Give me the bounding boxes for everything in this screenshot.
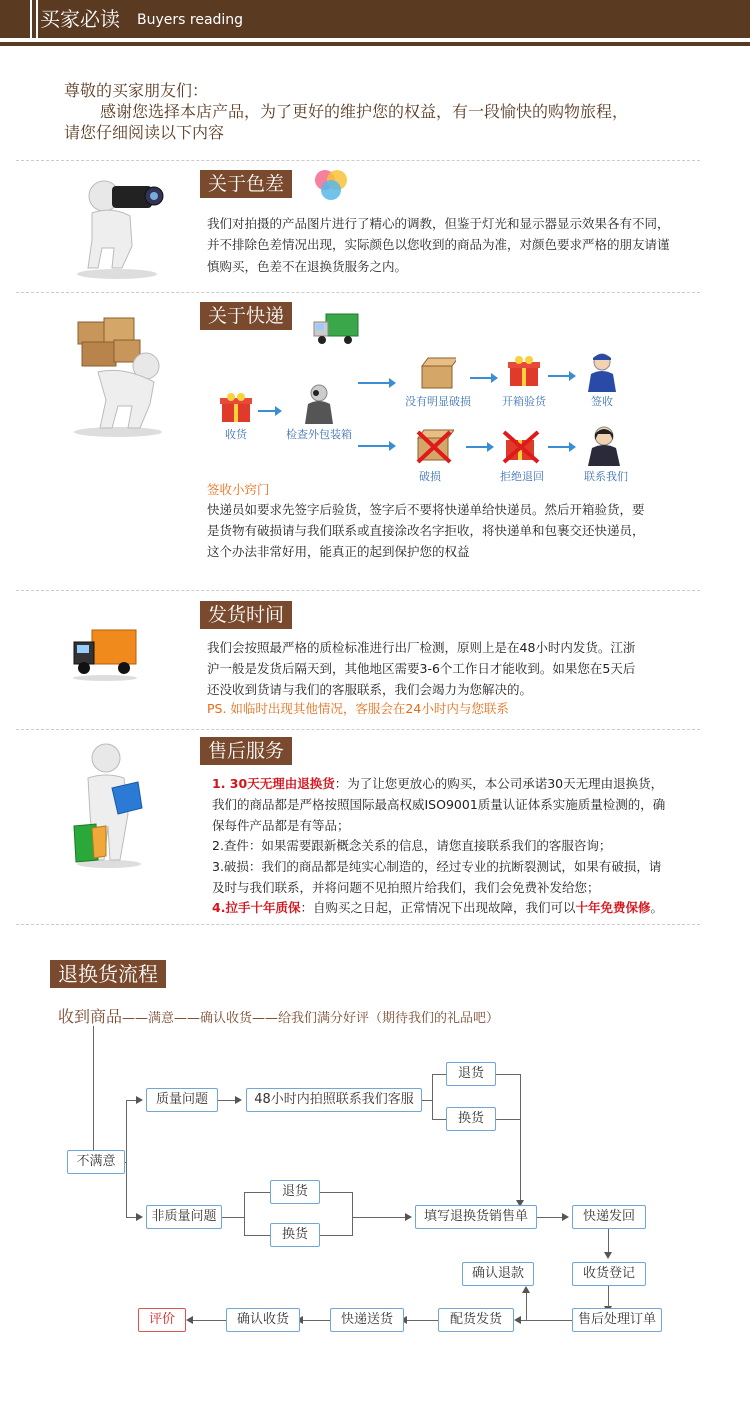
- arrow-head: [136, 1096, 143, 1104]
- connector-line: [406, 1320, 438, 1321]
- contact-48h-box: 48小时内拍照联系我们客服: [246, 1088, 422, 1112]
- intro-greeting: 尊敬的买家朋友们：: [64, 81, 209, 100]
- flow-top-rest: ——满意——确认收货——给我们满分好评（期待我们的礼品吧）: [122, 1011, 500, 1026]
- connector-line: [537, 1217, 563, 1218]
- shipping-line2: 沪一般是发货后隔天到，其他地区需要3-6个工作日才能收到。如果您在5天后: [207, 661, 636, 676]
- confirm-receipt-box: 确认收货: [226, 1308, 300, 1332]
- color-circles-icon: [310, 166, 352, 204]
- cargo-truck-icon: [70, 624, 140, 682]
- courier-person-icon: [585, 352, 619, 392]
- receive-register-box: 收货登记: [572, 1262, 646, 1286]
- express-line2: 是货物有破损请与我们联系或直接涂改名字拒收，将快递单和包裹交还快递员，: [207, 523, 645, 538]
- flow-section-title: 退换货流程: [50, 960, 166, 988]
- connector-line: [432, 1074, 446, 1075]
- divider: [16, 590, 700, 591]
- customer-service-icon: [586, 424, 622, 466]
- service-item4: [212, 897, 663, 918]
- connector-line: [126, 1100, 127, 1218]
- flow-arrow: [358, 445, 394, 447]
- open-gift-icon: [506, 354, 542, 390]
- gift-box-icon: [219, 392, 253, 424]
- arrow-head: [562, 1213, 569, 1221]
- header-underline: [0, 42, 750, 46]
- shipping-line3: 还没收到货请与我们的客服联系，我们会竭力为您解决的。: [207, 682, 533, 697]
- service-item1-line2: 我们的商品都是严格按照国际最高权威ISO9001质量认证体系实施质量检测的，确: [212, 797, 666, 812]
- flow-arrow: [358, 382, 394, 384]
- shopper-figure-icon: [66, 742, 152, 870]
- connector-line: [520, 1320, 572, 1321]
- intro-line2: 请您仔细阅读以下内容: [64, 123, 225, 142]
- service-item3-line2: 及时与我们联系，并将问题不见拍照片给我们，我们会免费补发给您；: [212, 880, 600, 895]
- damaged-box-icon: [414, 428, 454, 464]
- shipping-ps: PS. 如临时出现其他情况，客服会在24小时内与您联系: [207, 701, 509, 716]
- express-line3: 这个办法非常好用，能真正的起到保护您的权益: [207, 544, 470, 559]
- flow-top-line: [58, 1004, 499, 1027]
- shipping-line1: 我们会按照最严格的质检标准进行出厂检测，原则上是在48小时内发货。江浙: [207, 640, 636, 655]
- divider: [16, 160, 700, 161]
- connector-line: [432, 1074, 433, 1120]
- fill-form-box: 填写退换货销售单: [415, 1205, 537, 1229]
- intact-box-icon: [418, 356, 456, 390]
- connector-line: [320, 1235, 352, 1236]
- non-quality-issue-box: 非质量问题: [146, 1205, 222, 1229]
- arrow-head: [235, 1096, 242, 1104]
- service-item1-line1: [212, 773, 663, 794]
- step-receive-label: 收货: [225, 428, 247, 441]
- after-sale-order-box: 售后处理订单: [572, 1308, 662, 1332]
- rejected-gift-icon: [502, 428, 542, 464]
- express-section-title: 关于快递: [200, 302, 292, 330]
- unsatisfied-box: 不满意: [67, 1150, 125, 1174]
- express-line1: 快递员如要求先签字后验货，签字后不要将快递单给快递员。然后开箱验货，要: [207, 502, 645, 517]
- quality-issue-box: 质量问题: [146, 1088, 218, 1112]
- connector-line: [302, 1320, 330, 1321]
- service-item3-line1: 3.破损：我们的商品都是纯实心制造的，经过专业的抗断裂测试，如果有破损，请: [212, 859, 662, 874]
- header-tick-left: [30, 0, 32, 46]
- connector-line: [320, 1192, 352, 1193]
- connector-line: [432, 1119, 446, 1120]
- arrow-head: [522, 1286, 530, 1293]
- step-inspect-label: 检查外包装箱: [286, 428, 352, 441]
- box-carrier-figure-icon: [58, 316, 178, 440]
- confirm-refund-box: 确认退款: [462, 1262, 534, 1286]
- service-item1-line3: 保每件产品都是有等品；: [212, 818, 350, 833]
- flow-arrow: [548, 446, 574, 448]
- shipping-section-title: 发货时间: [200, 601, 292, 629]
- dispatch-box: 配货发货: [438, 1308, 514, 1332]
- header-title: 买家必读: [40, 7, 120, 31]
- flow-arrow: [470, 377, 496, 379]
- connector-line: [520, 1074, 521, 1202]
- express-tips-title: 签收小窍门: [207, 482, 270, 497]
- flow-arrow: [548, 375, 574, 377]
- header-tick-right: [36, 0, 38, 46]
- service-item4-highlight2: 十年免费保修: [575, 900, 651, 915]
- arrow-head: [136, 1213, 143, 1221]
- photographer-figure-icon: [62, 168, 172, 280]
- connector-line: [222, 1217, 244, 1218]
- service-item4-end: 。: [650, 900, 663, 915]
- return-box-2: 退货: [270, 1180, 320, 1204]
- intro-line1: 感谢您选择本店产品，为了更好的维护您的权益，有一段愉快的购物旅程，: [100, 102, 629, 121]
- return-box-1: 退货: [446, 1062, 496, 1086]
- ship-back-box: 快递发回: [572, 1205, 646, 1229]
- connector-line: [244, 1192, 245, 1236]
- flow-arrow: [466, 446, 492, 448]
- exchange-box-2: 换货: [270, 1223, 320, 1247]
- flow-arrow: [258, 410, 280, 412]
- connector-line: [608, 1286, 609, 1308]
- color-line2: 并不排除色差情况出现，实际颜色以您收到的商品为准，对颜色要求严格的朋友请谨: [207, 237, 670, 252]
- service-section-title: 售后服务: [200, 737, 292, 765]
- step-no-damage-label: 没有明显破损: [405, 395, 471, 408]
- step-open-check-label: 开箱验货: [502, 395, 546, 408]
- exchange-box-1: 换货: [446, 1107, 496, 1131]
- color-section-title: 关于色差: [200, 170, 292, 198]
- step-sign-label: 签收: [591, 395, 613, 408]
- arrow-head: [604, 1252, 612, 1259]
- connector-line: [608, 1229, 609, 1253]
- delivery-truck-icon: [312, 312, 360, 348]
- divider: [16, 292, 700, 293]
- header-subtitle: Buyers reading: [137, 12, 244, 28]
- connector-line: [244, 1235, 270, 1236]
- service-item1-text: ：为了让您更放心的购买，本公司承诺30天无理由退换货，: [334, 776, 664, 791]
- connector-line: [218, 1100, 236, 1101]
- connector-line: [352, 1217, 406, 1218]
- connector-line: [496, 1119, 520, 1120]
- arrow-head: [514, 1316, 521, 1324]
- review-box: 评价: [138, 1308, 186, 1332]
- connector-line: [352, 1192, 353, 1236]
- connector-line: [192, 1320, 226, 1321]
- step-damaged-label: 破损: [419, 470, 441, 483]
- service-item4-text: ：自购买之日起，正常情况下出现故障，我们可以: [300, 900, 576, 915]
- inspector-person-icon: [302, 384, 336, 424]
- flow-top-head: 收到商品: [58, 1007, 123, 1026]
- service-item2: 2.查件：如果需要跟新概念关系的信息，请您直接联系我们的客服咨询；: [212, 838, 612, 853]
- connector-line: [244, 1192, 270, 1193]
- divider: [16, 924, 700, 925]
- arrow-head: [186, 1316, 193, 1324]
- service-item4-highlight: 4.拉手十年质保: [212, 900, 301, 915]
- step-reject-label: 拒绝退回: [500, 470, 544, 483]
- connector-line: [496, 1074, 520, 1075]
- express-delivery-box: 快递送货: [330, 1308, 404, 1332]
- step-contact-label: 联系我们: [584, 470, 628, 483]
- divider: [16, 729, 700, 730]
- service-item1-highlight: 1. 30天无理由退换货: [212, 776, 335, 791]
- color-line3: 慎购买，色差不在退换货服务之内。: [207, 259, 408, 274]
- arrow-head: [405, 1213, 412, 1221]
- connector-line: [422, 1100, 432, 1101]
- color-line1: 我们对拍摄的产品图片进行了精心的调教，但鉴于灯光和显示器显示效果各有不同，: [207, 216, 670, 231]
- connector-line: [93, 1026, 94, 1150]
